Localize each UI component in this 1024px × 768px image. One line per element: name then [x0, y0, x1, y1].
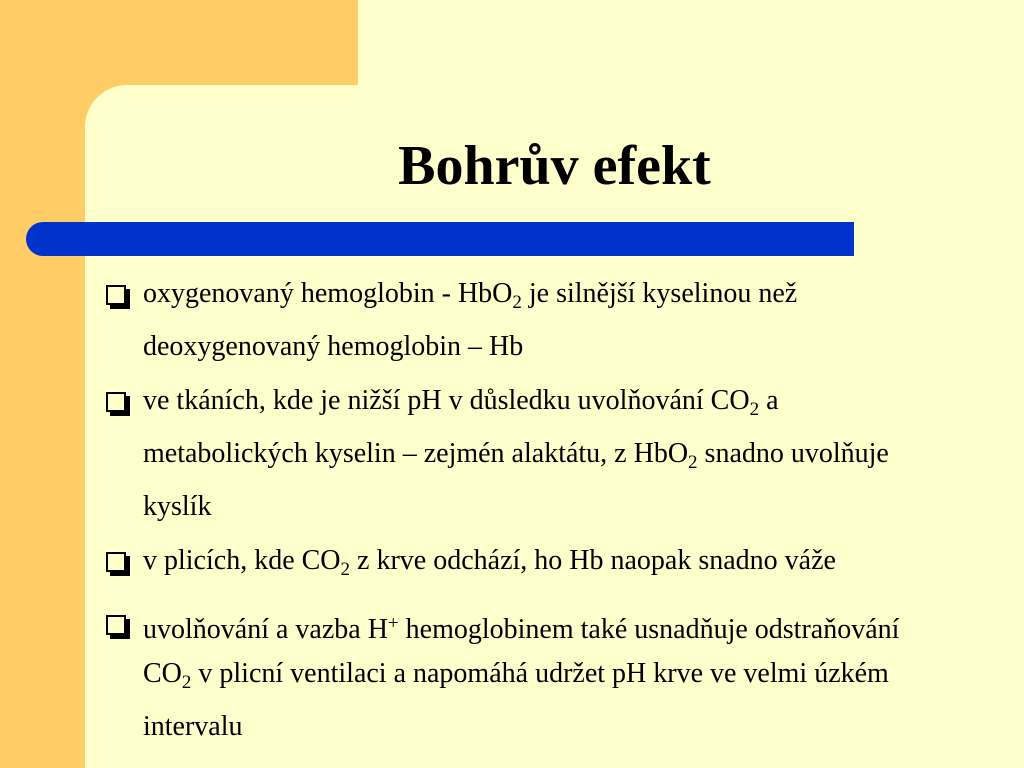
bullet-item-3: [100, 539, 950, 592]
bullet-text: uvolňování a vazba H+ hemoglobinem také usnadňuje odstraňování $CO_2$ v plicní ventilaci a napomáhá udržet pH krve ve velmi úzkém intervalu: [143, 613, 900, 742]
bullet-text: oxygenovaný hemoglobin - HbO$_2$ je silnější kyselinou než deoxygenovaný hemoglobin – Hb: [143, 278, 798, 362]
checkbox-bullet-icon: [106, 615, 126, 635]
checkbox-bullet-icon: [106, 392, 126, 412]
bullet-item-2: [100, 379, 950, 529]
slide-title: Bohrův efekt: [398, 135, 711, 197]
bullet-text: v plicích, kde $CO_2$ z krve odchází, ho Hb naopak snadno váže: [143, 545, 836, 580]
checkbox-bullet-icon: [106, 285, 126, 305]
checkbox-bullet-icon: [106, 552, 126, 572]
bullet-item-1: [100, 272, 950, 369]
bullet-item-4: [100, 602, 950, 749]
bullet-text: ve tkáních, kde je nižší pH v důsledku uvolňování $CO_2$ a metabolických kyselin – zejmén alaktátu, z HbO$_2$ snadno uvolňuje kyslík: [143, 385, 889, 522]
title-underline-bar: [26, 222, 854, 256]
bullet-list: [100, 272, 950, 759]
